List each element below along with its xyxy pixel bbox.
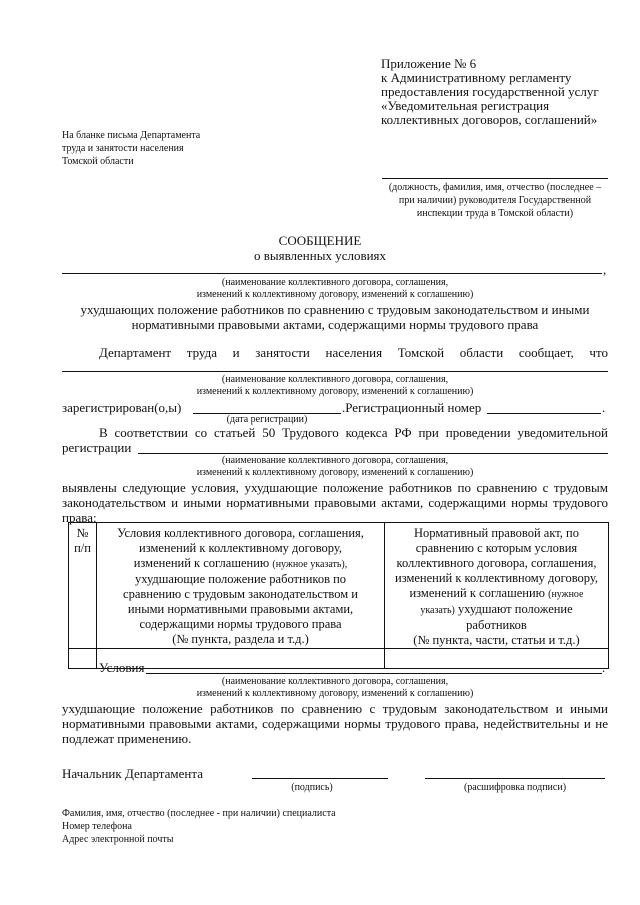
conditions-dot: . bbox=[602, 660, 606, 675]
document-title: СООБЩЕНИЕ bbox=[278, 233, 362, 248]
appendix-line: к Административному регламенту bbox=[381, 70, 572, 85]
addressee-line bbox=[382, 178, 608, 179]
agreement-line-2 bbox=[62, 371, 608, 372]
addressee-hint-line: (должность, фамилия, имя, отчество (последнее – bbox=[388, 182, 602, 193]
header-text: № bbox=[76, 526, 89, 540]
signature-decode-hint: (расшифровка подписи) bbox=[463, 782, 567, 793]
registered-label: зарегистрирован(о,ы) bbox=[62, 400, 182, 415]
appendix-line: коллективных договоров, соглашений» bbox=[381, 112, 598, 127]
header-text: сравнению с трудовым законодательством и bbox=[123, 587, 358, 601]
letterhead-line: труда и занятости населения bbox=[62, 143, 184, 154]
registration-number-label: .Регистрационный номер bbox=[342, 400, 482, 415]
closing-line: ухудшающие положение работников по сравнению с трудовым законодательством и иными bbox=[62, 701, 608, 716]
found-line: законодательством и иными нормативными правовыми актами, содержащими нормы трудового bbox=[62, 495, 608, 510]
worsening-line: ухудшающих положение работников по сравнению с трудовым законодательством и иными bbox=[80, 302, 590, 317]
appendix-line: «Уведомительная регистрация bbox=[381, 98, 550, 113]
signature-hint: (подпись) bbox=[291, 782, 333, 793]
word: соответствии bbox=[114, 425, 188, 440]
word: Трудового bbox=[282, 425, 339, 440]
hint-line: изменений к коллективному договору, изменений к соглашению) bbox=[196, 688, 474, 699]
header-text: Условия коллективного договора, соглашения, bbox=[117, 526, 364, 540]
header-text: Нормативный правовой акт, по bbox=[414, 526, 579, 540]
header-text: работников bbox=[466, 618, 527, 632]
table-cell bbox=[69, 649, 97, 669]
hint-line: изменений к коллективному договору, изменений к соглашению) bbox=[196, 386, 474, 397]
table-header-row bbox=[69, 523, 609, 649]
agreement-line-3 bbox=[138, 453, 608, 454]
appendix-line: Приложение № 6 bbox=[381, 56, 477, 71]
conditions-label: Условия bbox=[99, 660, 145, 675]
registration-word: регистрации bbox=[62, 440, 132, 455]
word: и bbox=[232, 345, 240, 360]
header-text: (№ пункта, части, статьи и т.д.) bbox=[413, 633, 580, 647]
header-text: изменений к коллективному договору, bbox=[395, 571, 598, 585]
signature-decode-line bbox=[425, 778, 605, 779]
word: РФ bbox=[394, 425, 412, 440]
phone-number: Номер телефона bbox=[62, 821, 132, 832]
letterhead-line: Томской области bbox=[62, 156, 134, 167]
addressee-hint-line: при наличии) руководителя Государственной bbox=[398, 195, 592, 206]
header-text: ухудшают положение bbox=[457, 602, 573, 616]
word: В bbox=[99, 425, 108, 440]
addressee-hint-line: инспекции труда в Томской области) bbox=[416, 208, 574, 219]
hint-line: изменений к коллективному договору, изменений к соглашению) bbox=[196, 467, 474, 478]
closing-line: подлежат применению. bbox=[62, 731, 192, 746]
word: области bbox=[459, 345, 504, 360]
word: уведомительной bbox=[517, 425, 608, 440]
date-hint: (дата регистрации) bbox=[226, 414, 308, 425]
signature-line bbox=[252, 778, 388, 779]
appendix-line: предоставления государственной услуг bbox=[381, 84, 599, 99]
letterhead-line: На бланке письма Департамента bbox=[62, 130, 201, 141]
department-reports-line bbox=[99, 345, 608, 360]
header-text bbox=[385, 602, 608, 618]
header-text-small: указать) bbox=[420, 605, 455, 616]
word: кодекса bbox=[345, 425, 388, 440]
hint-line: (наименование коллективного договора, соглашения, bbox=[221, 455, 449, 466]
conditions-table bbox=[68, 522, 609, 669]
specialist-name: Фамилия, имя, отчество (последнее - при наличии) специалиста bbox=[62, 808, 336, 819]
agreement-line-4 bbox=[146, 673, 602, 674]
header-text: изменений к коллективному договору, bbox=[139, 541, 342, 555]
hint-line: (наименование коллективного договора, соглашения, bbox=[221, 676, 449, 687]
word: что bbox=[589, 345, 608, 360]
col-act-header bbox=[385, 523, 609, 649]
word: 50 bbox=[262, 425, 276, 440]
signatory-title: Начальник Департамента bbox=[62, 766, 203, 781]
header-text: (№ пункта, раздела и т.д.) bbox=[172, 632, 309, 646]
word: Департамент bbox=[99, 345, 172, 360]
found-line: права: bbox=[62, 510, 97, 525]
col-number-header bbox=[69, 523, 97, 649]
closing-line: нормативными правовыми актами, содержащими нормы трудового права, недействительны и не bbox=[62, 716, 608, 731]
found-line: выявлены следующие условия, ухудшающие положение работников по сравнению с трудовым bbox=[62, 480, 608, 495]
word: со bbox=[194, 425, 208, 440]
registration-number-line bbox=[487, 413, 601, 414]
header-text-small: (нужное bbox=[548, 589, 584, 600]
email-address: Адрес электронной почты bbox=[62, 834, 174, 845]
word: статьей bbox=[214, 425, 256, 440]
agreement-line-1 bbox=[62, 273, 602, 274]
col-conditions-header bbox=[97, 523, 385, 649]
header-text bbox=[385, 586, 608, 602]
table-row bbox=[69, 649, 609, 669]
word: при bbox=[418, 425, 439, 440]
worsening-line: нормативными правовыми актами, содержащими нормы трудового права bbox=[131, 317, 539, 332]
header-text: сравнению с которым условия bbox=[415, 541, 578, 555]
header-text: коллективного договора, соглашения, bbox=[396, 556, 597, 570]
word: населения bbox=[325, 345, 383, 360]
header-text bbox=[97, 556, 384, 572]
registered-dot: . bbox=[602, 400, 606, 415]
trailing-comma: , bbox=[603, 262, 607, 277]
header-text: изменений к соглашению bbox=[409, 586, 545, 600]
header-text: иными нормативными правовыми актами, bbox=[127, 602, 354, 616]
word: проведении bbox=[445, 425, 511, 440]
document-subtitle: о выявленных условиях bbox=[253, 248, 387, 263]
header-text: содержащими нормы трудового права bbox=[139, 617, 342, 631]
word: Томской bbox=[397, 345, 445, 360]
word: труда bbox=[186, 345, 217, 360]
header-text: ухудшающие положение работников по bbox=[134, 572, 347, 586]
word: занятости bbox=[255, 345, 310, 360]
article-line bbox=[99, 425, 608, 440]
hint-line: (наименование коллективного договора, соглашения, bbox=[221, 374, 449, 385]
hint-line: (наименование коллективного договора, соглашения, bbox=[221, 277, 449, 288]
hint-line: изменений к коллективному договору, изменений к соглашению) bbox=[196, 289, 474, 300]
header-text: п/п bbox=[74, 541, 91, 555]
header-text-small: (нужное указать), bbox=[272, 559, 348, 570]
header-text: изменений к соглашению bbox=[133, 556, 270, 570]
word: сообщает, bbox=[518, 345, 574, 360]
table-cell bbox=[385, 649, 609, 669]
